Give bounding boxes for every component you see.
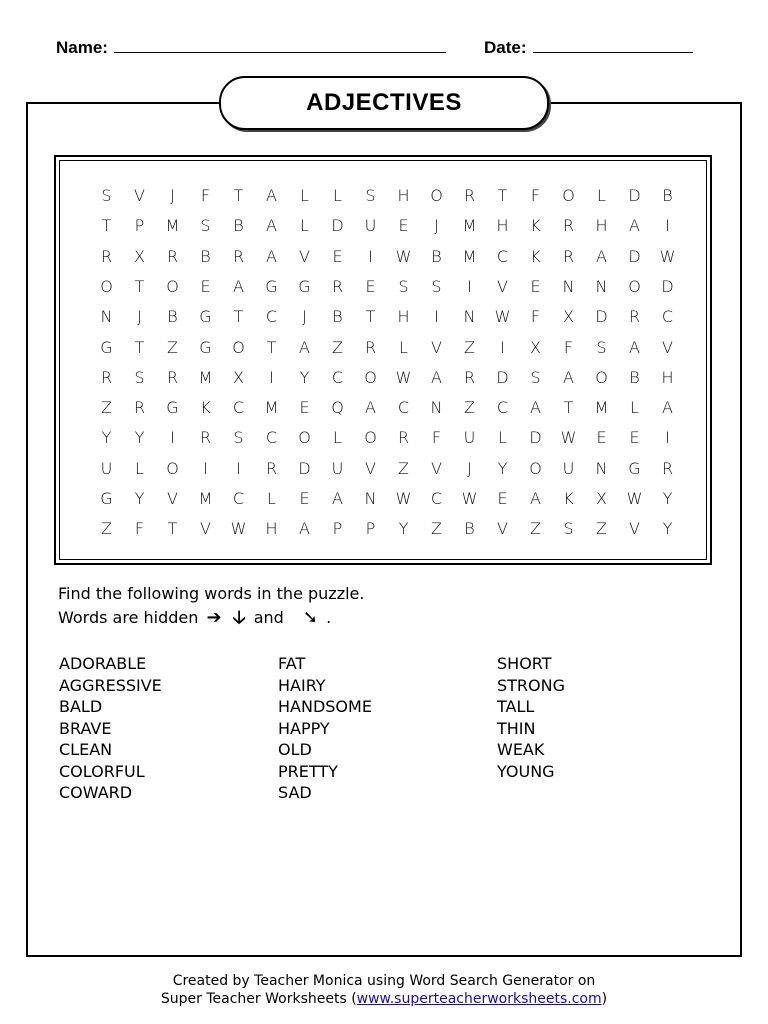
grid-letter: W [626,489,643,508]
grid-letter: T [233,307,244,327]
grid-letter: E [299,489,310,508]
grid-letter: L [333,428,342,448]
footer-prefix: Super Teacher Worksheets ( [160,991,357,1007]
word-list-item: BRAVE [59,718,112,738]
grid-letter: C [496,398,509,418]
grid-letter: Y [101,428,112,448]
grid-letter: R [562,216,575,236]
word-list-column-3 [497,653,565,782]
grid-letter: A [233,276,244,296]
grid-letter: C [232,489,245,508]
grid-letter: J [434,216,439,236]
grid-letter: O [529,458,542,478]
grid-letter: X [530,337,541,357]
grid-letter: L [135,458,144,478]
grid-row [90,489,684,508]
grid-letter: M [198,489,213,508]
grid-letter: T [365,307,376,327]
grid-letter: J [467,458,472,478]
grid-letter: E [596,428,607,448]
grid-letter: N [100,307,113,327]
word-list-item: THIN [497,718,536,738]
grid-letter: D [628,186,641,205]
grid-letter: W [659,246,676,266]
grid-letter: X [233,367,244,387]
word-list-item: SHORT [497,654,552,673]
grid-letter: G [298,276,311,296]
grid-letter: M [594,398,609,418]
grid-letter: A [365,398,376,418]
grid-letter: C [430,489,443,508]
grid-letter: J [302,307,307,327]
grid-letter: B [629,367,640,387]
grid-letter: P [134,216,145,236]
grid-letter: T [563,398,574,418]
grid-letter: S [530,367,541,387]
grid-letter: E [497,489,508,508]
instruction-line-2 [58,605,331,635]
grid-letter: L [399,337,408,357]
grid-letter: W [395,246,412,266]
word-list-item: WEAK [497,740,545,759]
grid-letter: O [166,458,179,478]
grid-letter: K [530,246,541,266]
grid-letter: T [266,337,277,357]
grid-letter: F [530,307,541,327]
grid-letter: I [236,458,241,478]
grid-letter: N [463,307,476,327]
grid-letter: W [230,519,247,539]
grid-letter: C [496,246,509,266]
grid-letter: L [300,186,309,205]
grid-letter: A [299,337,310,357]
grid-letter: Q [331,398,344,418]
word-list-item: COWARD [59,783,133,802]
grid-letter: Y [134,489,145,508]
grid-letter: K [200,398,211,418]
grid-letter: M [462,246,477,266]
grid-letter: T [167,519,178,539]
grid-letter: U [100,458,113,478]
grid-letter: N [364,489,377,508]
grid-letter: R [133,398,146,418]
grid-letter: Y [134,428,145,448]
grid-row [90,338,684,357]
grid-letter: V [497,519,508,539]
grid-letter: V [431,337,442,357]
grid-letter: A [596,246,607,266]
grid-letter: I [500,337,505,357]
grid-letter: U [331,458,344,478]
grid-letter: D [529,428,542,448]
grid-letter: B [200,246,211,266]
grid-letter: I [665,216,670,236]
grid-letter: F [134,519,145,539]
grid-letter: T [497,186,508,205]
grid-letter: E [629,428,640,448]
grid-letter: G [199,307,212,327]
grid-letter: L [630,398,639,418]
grid-letter: Z [464,337,475,357]
instruction-prefix: Words are hidden [58,608,199,627]
grid-row [90,398,684,417]
grid-letter: R [331,276,344,296]
word-list-item: TALL [497,697,535,716]
grid-letter: S [398,276,409,296]
grid-letter: S [134,367,145,387]
grid-letter: Z [101,519,112,539]
grid-letter: O [232,337,245,357]
grid-letter: F [530,186,541,205]
grid-letter: E [332,246,343,266]
word-list-item: BALD [59,697,103,716]
grid-letter: J [137,307,142,327]
grid-row [90,307,684,326]
grid-letter: U [562,458,575,478]
grid-letter: S [563,519,574,539]
word-list-column-1 [59,653,162,804]
arrow-right-icon: ➔ [206,607,222,628]
grid-letter: S [365,186,376,205]
footer-link[interactable]: www.superteacherworksheets.com [356,991,602,1007]
grid-letter: D [331,216,344,236]
grid-letter: V [497,276,508,296]
arrow-diagonal-icon: ➘ [302,607,318,628]
grid-letter: Z [398,458,409,478]
grid-letter: R [265,458,278,478]
word-list-item: PRETTY [278,761,338,781]
grid-letter: G [100,337,113,357]
word-list-item: AGGRESSIVE [59,675,162,695]
grid-letter: L [498,428,507,448]
grid-letter: I [368,246,373,266]
grid-letter: Z [530,519,541,539]
grid-letter: V [200,519,211,539]
grid-letter: R [232,246,245,266]
grid-letter: L [597,186,606,205]
grid-letter: R [562,246,575,266]
grid-letter: P [365,519,376,539]
grid-letter: O [364,367,377,387]
grid-letter: R [166,367,179,387]
grid-letter: J [170,186,175,205]
grid-letter: A [530,489,541,508]
grid-letter: Z [332,337,343,357]
grid-letter: I [170,428,175,448]
grid-letter: W [395,367,412,387]
grid-letter: G [100,489,113,508]
grid-letter: T [101,216,112,236]
grid-letter: P [332,519,343,539]
grid-letter: K [563,489,574,508]
grid-letter: A [431,367,442,387]
grid-letter: N [595,276,608,296]
grid-letter: A [266,186,277,205]
grid-row [90,428,684,447]
grid-letter: R [397,428,410,448]
grid-letter: O [298,428,311,448]
grid-letter: R [199,428,212,448]
grid-letter: V [365,458,376,478]
grid-letter: A [530,398,541,418]
grid-letter: W [395,489,412,508]
grid-letter: E [200,276,211,296]
word-list-item: CLEAN [59,740,113,759]
grid-row [90,519,684,538]
title-tab [219,76,549,130]
grid-letter: O [100,276,113,296]
word-list-item: HAIRY [278,675,326,695]
grid-letter: Y [662,489,673,508]
grid-letter: B [332,307,343,327]
word-list-item: HANDSOME [278,697,372,716]
grid-letter: M [198,367,213,387]
instruction-line-1: Find the following words in the puzzle. [58,584,365,603]
grid-letter: H [397,186,410,205]
grid-letter: B [233,216,244,236]
grid-letter: V [167,489,178,508]
grid-letter: D [628,246,641,266]
grid-letter: S [431,276,442,296]
grid-letter: W [461,489,478,508]
grid-row [90,216,684,235]
grid-letter: S [200,216,211,236]
grid-letter: X [563,307,574,327]
grid-letter: V [629,519,640,539]
grid-letter: L [267,489,276,508]
word-list-item: COLORFUL [59,761,145,781]
word-list-item: ADORABLE [59,654,147,673]
grid-letter: Z [101,398,112,418]
grid-letter: R [463,367,476,387]
grid-letter: V [662,337,673,357]
grid-letter: R [463,186,476,205]
grid-letter: C [331,367,344,387]
grid-letter: R [628,307,641,327]
grid-letter: U [364,216,377,236]
grid-letter: V [299,246,310,266]
page-title: ADJECTIVES [306,89,462,116]
grid-letter: L [300,216,309,236]
grid-letter: O [364,428,377,448]
grid-letter: Z [431,519,442,539]
grid-letter: W [560,428,577,448]
grid-letter: C [265,307,278,327]
grid-letter: N [430,398,443,418]
grid-row [90,368,684,387]
grid-letter: F [563,337,574,357]
grid-letter: W [494,307,511,327]
grid-letter: B [167,307,178,327]
grid-letter: K [530,216,541,236]
instruction-period: . [326,608,332,627]
grid-letter: F [431,428,442,448]
grid-letter: B [431,246,442,266]
grid-letter: A [266,216,277,236]
name-label: Name: [56,38,108,57]
date-blank-line[interactable] [533,38,693,53]
grid-letter: D [661,276,674,296]
grid-letter: O [562,186,575,205]
grid-letter: C [661,307,674,327]
grid-letter: A [299,519,310,539]
grid-letter: X [134,246,145,266]
grid-letter: N [595,458,608,478]
grid-letter: G [265,276,278,296]
grid-row [90,247,684,266]
grid-letter: D [298,458,311,478]
grid-letter: O [595,367,608,387]
grid-letter: T [134,276,145,296]
grid-letter: D [595,307,608,327]
grid-letter: R [166,246,179,266]
arrow-down-icon: 🡣 [232,607,246,628]
grid-letter: M [462,216,477,236]
grid-letter: B [662,186,673,205]
grid-letter: E [398,216,409,236]
grid-letter: H [496,216,509,236]
grid-letter: R [100,367,113,387]
grid-letter: C [397,398,410,418]
grid-letter: D [496,367,509,387]
grid-letter: S [233,428,244,448]
grid-letter: Y [662,519,673,539]
grid-letter: H [661,367,674,387]
name-blank-line[interactable] [114,38,446,53]
grid-letter: V [134,186,145,205]
grid-letter: Z [596,519,607,539]
grid-letter: U [463,428,476,448]
grid-letter: N [562,276,575,296]
grid-letter: Y [398,519,409,539]
grid-letter: O [628,276,641,296]
grid-letter: L [333,186,342,205]
word-list-item: SAD [278,783,312,802]
grid-letter: M [264,398,279,418]
grid-letter: A [629,337,640,357]
grid-letter: S [596,337,607,357]
grid-row [90,459,684,478]
grid-letter: A [662,398,673,418]
footer-credit-line-1: Created by Teacher Monica using Word Search Generator on [172,973,596,989]
grid-letter: B [464,519,475,539]
date-label: Date: [484,38,527,57]
grid-letter: A [563,367,574,387]
grid-letter: A [332,489,343,508]
word-list-item: FAT [278,654,306,673]
grid-letter: O [166,276,179,296]
date-field[interactable] [484,38,693,58]
grid-letter: G [628,458,641,478]
grid-letter: H [595,216,608,236]
word-list-item: OLD [278,740,312,759]
grid-letter: T [233,186,244,205]
grid-letter: H [397,307,410,327]
grid-letter: Y [497,458,508,478]
grid-letter: T [134,337,145,357]
grid-letter: A [266,246,277,266]
grid-letter: V [431,458,442,478]
grid-letter: Z [167,337,178,357]
word-list-column-2 [278,653,372,804]
grid-letter: R [661,458,674,478]
grid-letter: F [200,186,211,205]
word-list-item: YOUNG [497,761,555,781]
grid-row [90,186,684,205]
grid-letter: E [365,276,376,296]
word-list-item: STRONG [497,675,566,695]
grid-letter: H [265,519,278,539]
grid-letter: C [265,428,278,448]
name-field[interactable] [56,38,446,58]
grid-letter: G [199,337,212,357]
grid-letter: M [165,216,180,236]
grid-letter: E [299,398,310,418]
grid-letter: C [232,398,245,418]
grid-letter: I [203,458,208,478]
footer-suffix: ) [601,991,608,1007]
grid-letter: Y [299,367,310,387]
grid-letter: O [430,186,443,205]
grid-letter: R [364,337,377,357]
grid-letter: R [100,246,113,266]
grid-letter: E [530,276,541,296]
grid-letter: I [269,367,274,387]
word-list-item: HAPPY [278,718,330,738]
footer-credit-line-2 [0,991,768,1007]
grid-letter: I [665,428,670,448]
grid-letter: I [467,276,472,296]
grid-letter: Z [464,398,475,418]
grid-letter: A [629,216,640,236]
grid-letter: X [596,489,607,508]
grid-row [90,277,684,296]
grid-letter: I [434,307,439,327]
grid-letter: S [101,186,112,205]
grid-letter: G [166,398,179,418]
instruction-and: and [253,608,284,627]
